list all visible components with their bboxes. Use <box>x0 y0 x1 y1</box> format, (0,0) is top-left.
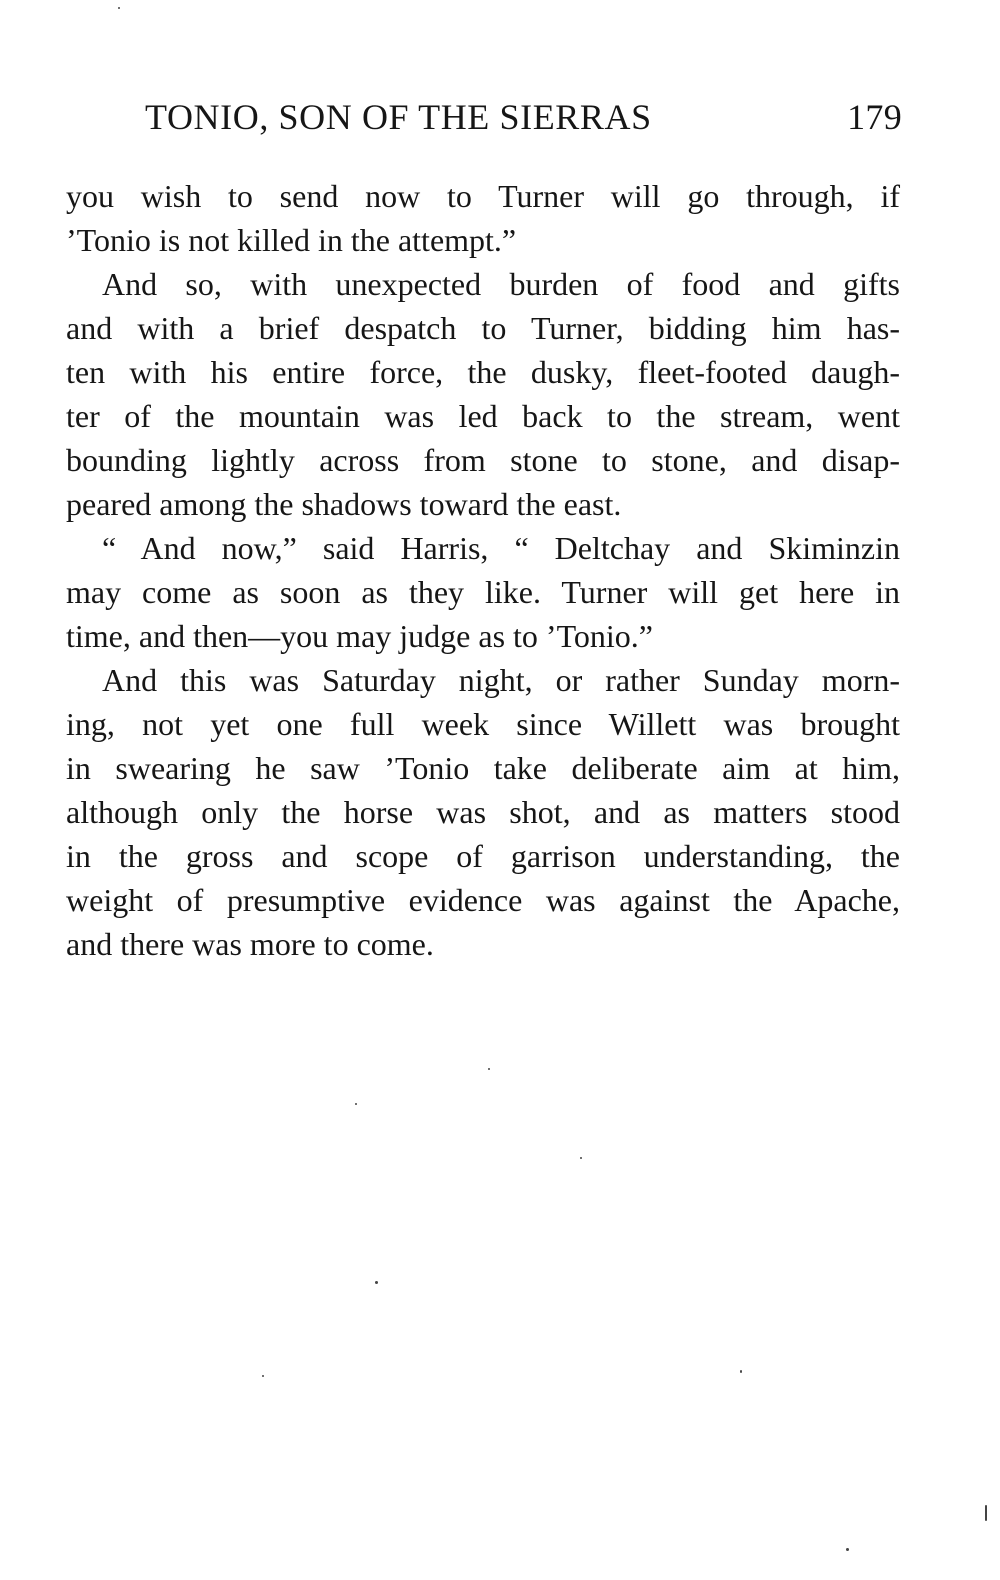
body-text <box>66 174 900 966</box>
text-line: weight of presumptive evidence was against the Apache, <box>66 882 900 918</box>
text-line: ter of the mountain was led back to the stream, went <box>66 398 900 434</box>
paragraph-start-line: And this was Saturday night, or rather Sunday morn- <box>102 662 900 698</box>
running-title: TONIO, SON OF THE SIERRAS <box>145 97 652 137</box>
text-line: ing, not yet one full week since Willett was brought <box>66 706 900 742</box>
scan-speck <box>375 1281 378 1284</box>
scan-speck <box>488 1068 490 1070</box>
text-line: ten with his entire force, the dusky, fleet-footed daugh- <box>66 354 900 390</box>
running-head <box>145 96 902 140</box>
text-line: although only the horse was shot, and as matters stood <box>66 794 900 830</box>
scan-speck <box>262 1375 264 1377</box>
text-line: and with a brief despatch to Turner, bidding him has- <box>66 310 900 346</box>
text-line: bounding lightly across from stone to stone, and disap- <box>66 442 900 478</box>
scan-speck <box>740 1370 742 1373</box>
paragraph-start-line: And so, with unexpected burden of food and gifts <box>102 266 900 302</box>
text-line: ’Tonio is not killed in the attempt.” <box>66 222 517 258</box>
text-line: in the gross and scope of garrison understanding, the <box>66 838 900 874</box>
scan-speck <box>580 1157 582 1159</box>
page-number: 179 <box>847 97 902 137</box>
text-line: peared among the shadows toward the east. <box>66 486 622 522</box>
text-line: time, and then—you may judge as to ’Tonio.” <box>66 618 653 654</box>
scan-speck <box>846 1548 849 1551</box>
text-line: you wish to send now to Turner will go through, if <box>66 178 900 214</box>
text-line: in swearing he saw ’Tonio take deliberate aim at him, <box>66 750 900 786</box>
paragraph-start-line: “ And now,” said Harris, “ Deltchay and Skiminzin <box>102 530 900 566</box>
text-line: and there was more to come. <box>66 926 434 962</box>
scan-speck <box>355 1103 357 1105</box>
text-line: may come as soon as they like. Turner will get here in <box>66 574 900 610</box>
scan-speck <box>118 7 120 9</box>
scan-speck <box>985 1505 987 1521</box>
